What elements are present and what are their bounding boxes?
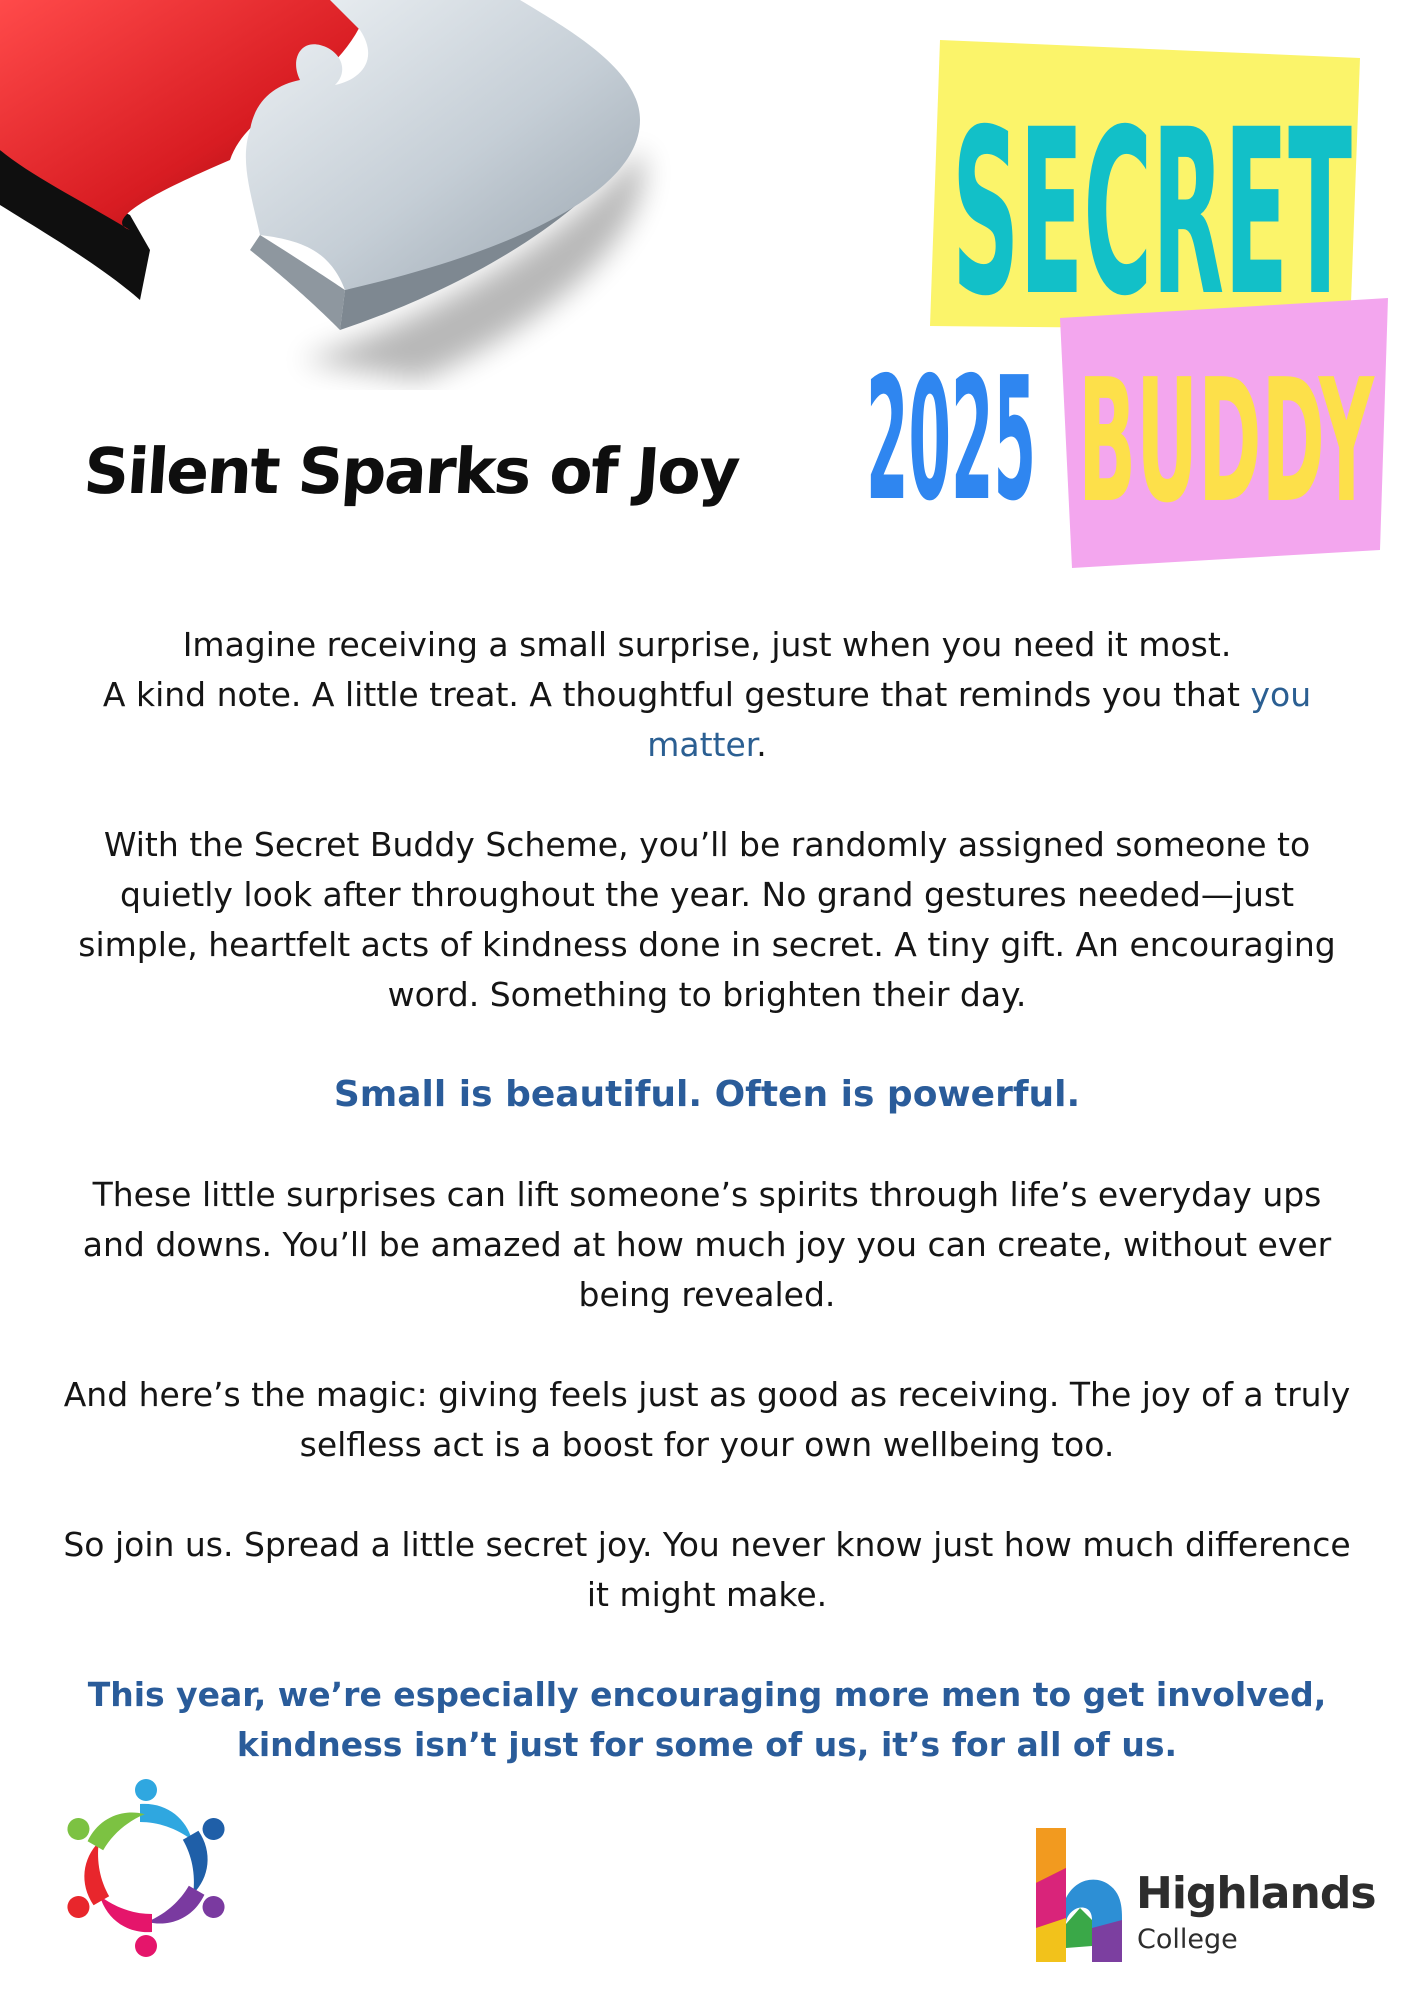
- scheme-paragraph: With the Secret Buddy Scheme, you’ll be randomly assigned someone to quietly look after throughout the year. No grand gestures needed—just simple, heartfelt acts of kindness done in secret. A tiny gift. An encouraging word. Something to brighten their day.: [78, 825, 1336, 1014]
- highlands-h-logo-icon: [1036, 1828, 1122, 1962]
- highlands-college-logo: [1036, 1828, 1376, 1962]
- intro-line-2-suffix: .: [756, 725, 767, 764]
- join-paragraph: So join us. Spread a little secret joy. You never know just how much difference it might make.: [63, 1525, 1351, 1614]
- college-subtitle: College: [1137, 1924, 1238, 1955]
- secret-buddy-title-graphic: [860, 30, 1400, 590]
- year-text: 2025: [866, 341, 1036, 539]
- magic-paragraph: And here’s the magic: giving feels just as good as receiving. The joy of a truly selfless act is a boost for your own wellbeing too.: [63, 1375, 1351, 1464]
- intro-paragraph: [60, 620, 1354, 770]
- people-circle-logo-icon: [46, 1768, 246, 1968]
- men-callout: This year, we’re especially encouraging more men to get involved, kindness isn’t just for some of us, it’s for all of us.: [87, 1675, 1327, 1764]
- page-title: Silent Sparks of Joy: [81, 435, 741, 508]
- intro-line-1: Imagine receiving a small surprise, just when you need it most.: [182, 625, 1232, 664]
- puzzle-hearts-icon: [0, 0, 680, 390]
- body-content: [60, 620, 1354, 1820]
- college-name: Highlands: [1136, 1868, 1376, 1919]
- surprises-paragraph: These little surprises can lift someone’s spirits through life’s everyday ups and downs. You’ll be amazed at how much joy you can create, without ever being revealed.: [82, 1175, 1332, 1314]
- buddy-word: BUDDY: [1078, 343, 1376, 541]
- you-matter-highlight: you matter: [647, 675, 1312, 764]
- secret-word: SECRET: [952, 80, 1352, 346]
- intro-line-2-prefix: A kind note. A little treat. A thoughtful gesture that reminds you that: [102, 675, 1251, 714]
- tagline: Small is beautiful. Often is powerful.: [333, 1074, 1081, 1115]
